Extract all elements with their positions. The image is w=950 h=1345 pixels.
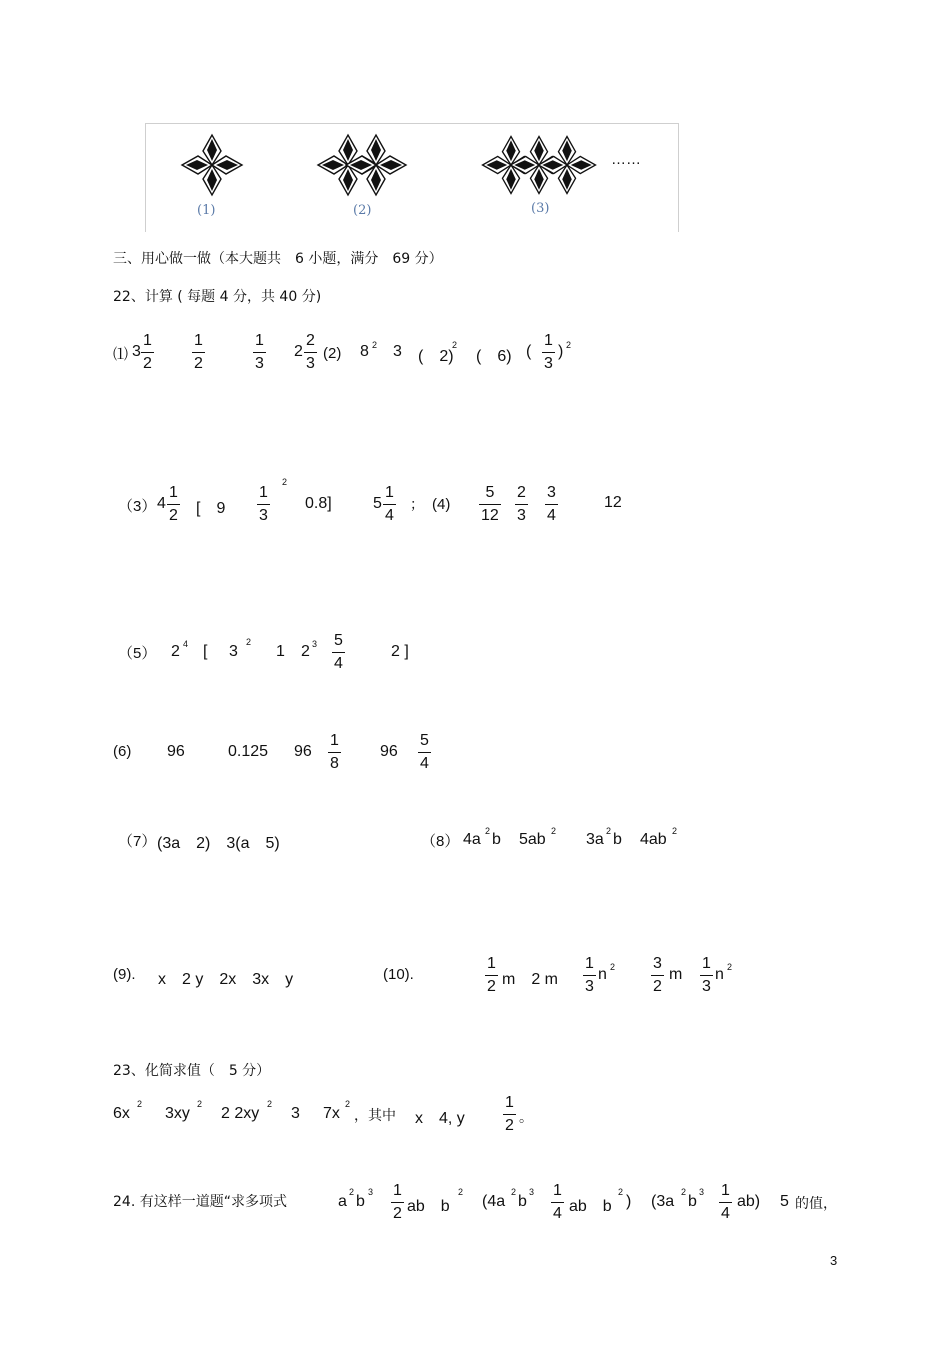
term: ab b <box>407 1198 450 1215</box>
term: [ 9 <box>196 500 226 517</box>
figure-label-2: (2) <box>353 203 372 218</box>
term: (4a <box>482 1193 506 1210</box>
term: ( 6) <box>476 348 512 365</box>
fraction: 1 4 <box>721 1182 730 1222</box>
fraction: 1 2 <box>505 1094 514 1134</box>
exponent: 2 <box>282 477 288 487</box>
exponent: 2 <box>267 1099 273 1109</box>
term: b <box>613 831 622 848</box>
exponent: 3 <box>312 639 318 649</box>
exponent: 2 <box>681 1187 687 1197</box>
term: ( <box>526 343 532 360</box>
fraction: 1 2 <box>194 332 203 372</box>
fraction: 1 4 <box>553 1182 562 1222</box>
exponent: 2 <box>606 826 612 836</box>
fraction: 1 2 <box>393 1182 402 1222</box>
fraction: 3 2 <box>653 955 662 995</box>
whole-number: 3 <box>132 343 141 360</box>
term: 6x <box>113 1105 130 1122</box>
term: ab b <box>569 1198 612 1215</box>
fraction: 1 8 <box>330 732 339 772</box>
term: 12 <box>604 494 622 511</box>
figure-ellipsis: …… <box>611 151 641 168</box>
term: m <box>669 966 683 983</box>
term: 1 <box>276 643 285 660</box>
term: 2 2xy <box>221 1105 260 1122</box>
problem-label: （3） <box>118 498 157 515</box>
term: ) <box>626 1193 632 1210</box>
term: 2 <box>171 643 180 660</box>
problem-label: ⑴ <box>113 346 129 363</box>
exponent: 2 <box>246 637 252 647</box>
question-22-title: 22、计算 ( 每题 4 分，共 40 分) <box>113 289 322 305</box>
diamond-patterns-svg <box>146 124 678 232</box>
fraction: 1 3 <box>585 955 594 995</box>
exponent: 2 <box>458 1187 464 1197</box>
exponent: 3 <box>699 1187 705 1197</box>
term: 3 <box>291 1105 300 1122</box>
question-24-title: 24. 有这样一道题“求多项式 <box>113 1194 287 1210</box>
fraction: 2 3 <box>306 332 315 372</box>
problem-label: (9). <box>113 966 136 983</box>
exponent: 3 <box>368 1187 374 1197</box>
problem-label: (4) <box>432 496 451 513</box>
term: 5 <box>780 1193 789 1210</box>
fraction: 1 3 <box>255 332 264 372</box>
term: 3xy <box>165 1105 190 1122</box>
term: 96 <box>167 743 185 760</box>
exponent: 3 <box>529 1187 535 1197</box>
exponent: 2 <box>727 962 733 972</box>
exponent: 2 <box>137 1099 143 1109</box>
question-23-title: 23、化简求值（ 5 分） <box>113 1063 271 1079</box>
term: b <box>356 1193 365 1210</box>
term: 96 <box>380 743 398 760</box>
section-title: 三、用心做一做（本大题共 6 小题，满分 69 分） <box>113 251 443 267</box>
term: 3 <box>393 343 402 360</box>
fraction: 2 3 <box>517 484 526 524</box>
term: 5ab <box>519 831 546 848</box>
term: 0.125 <box>228 743 269 760</box>
term: x 4, y <box>415 1110 465 1127</box>
term: 7x <box>323 1105 340 1122</box>
whole-number: 4 <box>157 495 166 512</box>
exponent: 2 <box>452 340 458 350</box>
fraction: 1 2 <box>169 484 178 524</box>
term: 4a <box>463 831 481 848</box>
fraction: 5 4 <box>334 632 343 672</box>
exponent: 2 <box>610 962 616 972</box>
pattern-figure <box>145 123 679 232</box>
exponent: 4 <box>183 639 189 649</box>
condition-text: ，其中 <box>354 1108 396 1124</box>
exponent: 2 <box>349 1187 355 1197</box>
fraction: 1 3 <box>544 332 553 372</box>
figure-label-1: (1) <box>197 203 216 218</box>
fraction: 5 4 <box>420 732 429 772</box>
trailing-text: 的值， <box>795 1196 837 1212</box>
period: 。 <box>519 1110 533 1126</box>
term: ) <box>558 343 564 360</box>
term: 3 <box>229 643 238 660</box>
term: ( 2) <box>418 348 454 365</box>
exponent: 2 <box>551 826 557 836</box>
term: 2 ] <box>391 643 409 660</box>
term: a <box>338 1193 347 1210</box>
fraction: 1 3 <box>259 484 268 524</box>
figure-label-3: (3) <box>531 201 550 216</box>
term: b <box>518 1193 527 1210</box>
term: n <box>715 966 724 983</box>
exponent: 2 <box>372 340 378 350</box>
term: b <box>688 1193 697 1210</box>
term: n <box>598 966 607 983</box>
pattern-2 <box>318 135 406 195</box>
exponent: 2 <box>345 1099 351 1109</box>
semicolon: ； <box>410 497 424 513</box>
whole-number: 2 <box>294 343 303 360</box>
whole-number: 5 <box>373 495 382 512</box>
term: 0.8] <box>305 495 332 512</box>
exponent: 2 <box>672 826 678 836</box>
fraction: 1 2 <box>487 955 496 995</box>
term: ab) <box>737 1193 761 1210</box>
problem-label: （7） <box>118 833 157 850</box>
expression: x 2 y 2x 3x y <box>158 971 294 988</box>
fraction: 5 12 <box>481 484 499 524</box>
pattern-3 <box>483 137 596 194</box>
term: [ <box>203 643 208 660</box>
term: 2 <box>301 643 310 660</box>
term: 4ab <box>640 831 667 848</box>
fraction: 3 4 <box>547 484 556 524</box>
problem-label: (6) <box>113 743 132 760</box>
exponent: 2 <box>511 1187 517 1197</box>
term: m 2 m <box>502 971 559 988</box>
exponent: 2 <box>566 340 572 350</box>
exponent: 2 <box>485 826 491 836</box>
term: b <box>492 831 501 848</box>
term: 8 <box>360 343 369 360</box>
fraction: 1 4 <box>385 484 394 524</box>
problem-label: （5） <box>118 645 157 662</box>
fraction: 1 2 <box>143 332 152 372</box>
term: 96 <box>294 743 312 760</box>
problem-label: (10). <box>383 966 414 983</box>
expression: (3a 2) 3(a 5) <box>157 835 280 852</box>
term: (3a <box>651 1193 675 1210</box>
pattern-1 <box>182 135 242 195</box>
fraction: 1 3 <box>702 955 711 995</box>
problem-label: (2) <box>323 345 342 362</box>
page-number: 3 <box>830 1253 838 1268</box>
exponent: 2 <box>197 1099 203 1109</box>
exponent: 2 <box>618 1187 624 1197</box>
term: 3a <box>586 831 604 848</box>
problem-label: （8） <box>421 833 460 850</box>
